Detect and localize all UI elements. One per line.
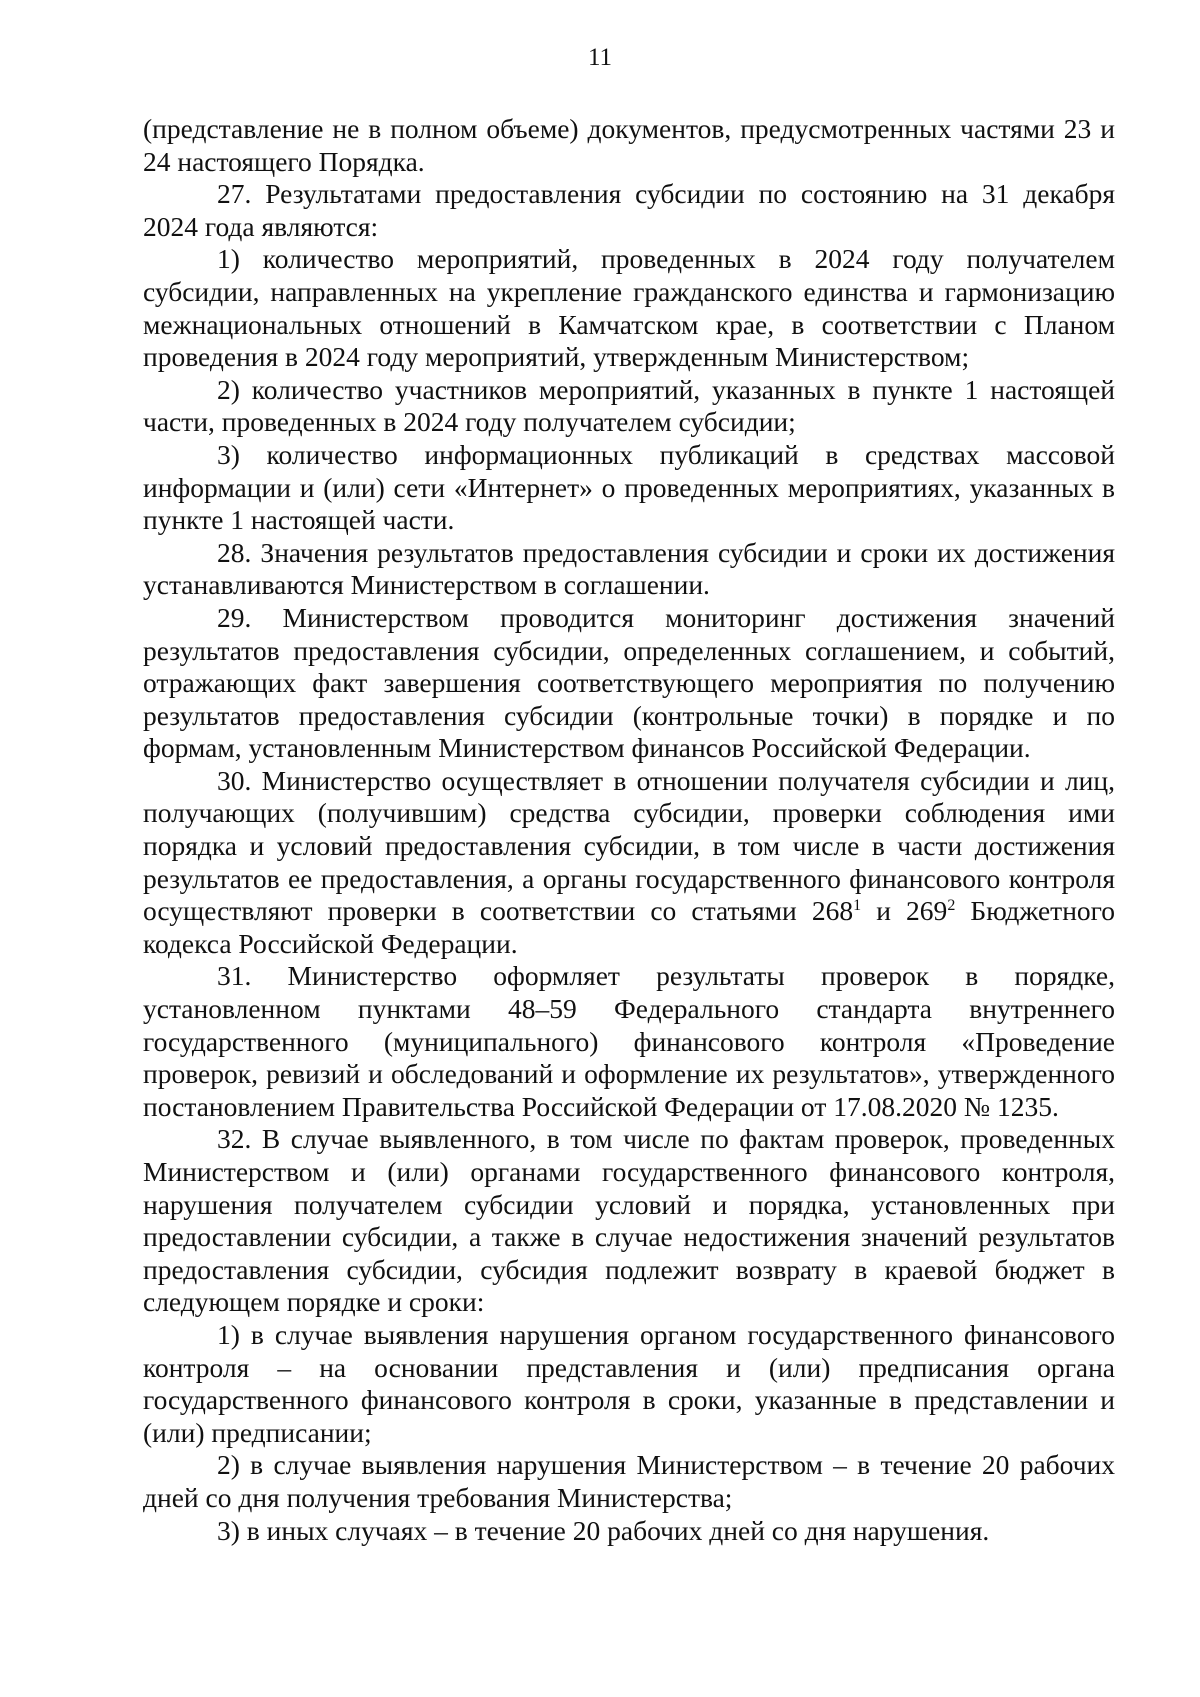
paragraph-31: 31. Министерство оформляет результаты проверок в порядке, установленном пунктами 48–59 Федерального стандарта внутреннего государственного (муниципального) финансового контроля «Проведение проверок, ревизий и обследований и оформление их результатов», утвержденного постановлением Правительства Российской Федерации от 17.08.2020 № 1235. bbox=[143, 960, 1115, 1122]
paragraph-30 bbox=[143, 765, 1115, 961]
paragraph-27: 27. Результатами предоставления субсидии по состоянию на 31 декабря 2024 года являются: bbox=[143, 178, 1115, 242]
paragraph-32: 32. В случае выявленного, в том числе по фактам проверок, проведенных Министерством и (или) органами государственного финансового контроля, нарушения получателем субсидии условий и порядка, установленных при предоставлении субсидии, а также в случае недостижения значений результатов предоставления субсидии, субсидия подлежит возврату в краевой бюджет в следующем порядке и сроки: bbox=[143, 1123, 1115, 1318]
paragraph-28: 28. Значения результатов предоставления субсидии и сроки их достижения устанавливаются Министерством в соглашении. bbox=[143, 536, 1115, 601]
paragraph-27-item-3: 3) количество информационных публикаций в средствах массовой информации и (или) сети «Интернет» о проведенных мероприятиях, указанных в пункте 1 настоящей части. bbox=[143, 438, 1115, 536]
article-superscript-1: 1 bbox=[853, 897, 862, 915]
paragraph-30-text-before: 30. Министерство осуществляет в отношении получателя субсидии и лиц, получающих (получившим) средства субсидии, проверки соблюдения ими порядка и условий предоставления субсидии, в том числе в части достижения результатов ее предоставления, а органы государственного финансового контроля осуществляют проверки в соответствии со статьями 268 bbox=[143, 764, 1115, 927]
paragraph-27-item-2: 2) количество участников мероприятий, указанных в пункте 1 настоящей части, проведенных в 2024 году получателем субсидии; bbox=[143, 373, 1115, 438]
paragraph-30-text-after: Бюджетного кодекса Российской Федерации. bbox=[143, 895, 1116, 959]
paragraph-27-item-1: 1) количество мероприятий, проведенных в 2024 году получателем субсидии, направленных на укрепление гражданского единства и гармонизацию межнациональных отношений в Камчатском крае, в соответствии с Планом проведения в 2024 году мероприятий, утвержденным Министерством; bbox=[143, 243, 1115, 373]
paragraph-32-item-1: 1) в случае выявления нарушения органом государственного финансового контроля – на основании представления и (или) предписания органа государственного финансового контроля в сроки, указанные в представлении и (или) предписании; bbox=[143, 1318, 1115, 1448]
paragraph-29: 29. Министерством проводится мониторинг достижения значений результатов предоставления субсидии, определенных соглашением, и событий, отражающих факт завершения соответствующего мероприятия по получению результатов предоставления субсидии (контрольные точки) в порядке и по формам, установленным Министерством финансов Российской Федерации. bbox=[143, 601, 1115, 764]
paragraph-continuation: (представление не в полном объеме) документов, предусмотренных частями 23 и 24 настоящего Порядка. bbox=[143, 113, 1115, 177]
paragraph-30-text-middle: и 269 bbox=[861, 895, 948, 927]
article-superscript-2: 2 bbox=[947, 897, 956, 915]
paragraph-32-item-2: 2) в случае выявления нарушения Министерством – в течение 20 рабочих дней со дня получения требования Министерства; bbox=[143, 1449, 1115, 1513]
document-body bbox=[143, 113, 1115, 1547]
page-number: 11 bbox=[587, 44, 613, 71]
paragraph-32-item-3: 3) в иных случаях – в течение 20 рабочих дней со дня нарушения. bbox=[217, 1514, 990, 1546]
